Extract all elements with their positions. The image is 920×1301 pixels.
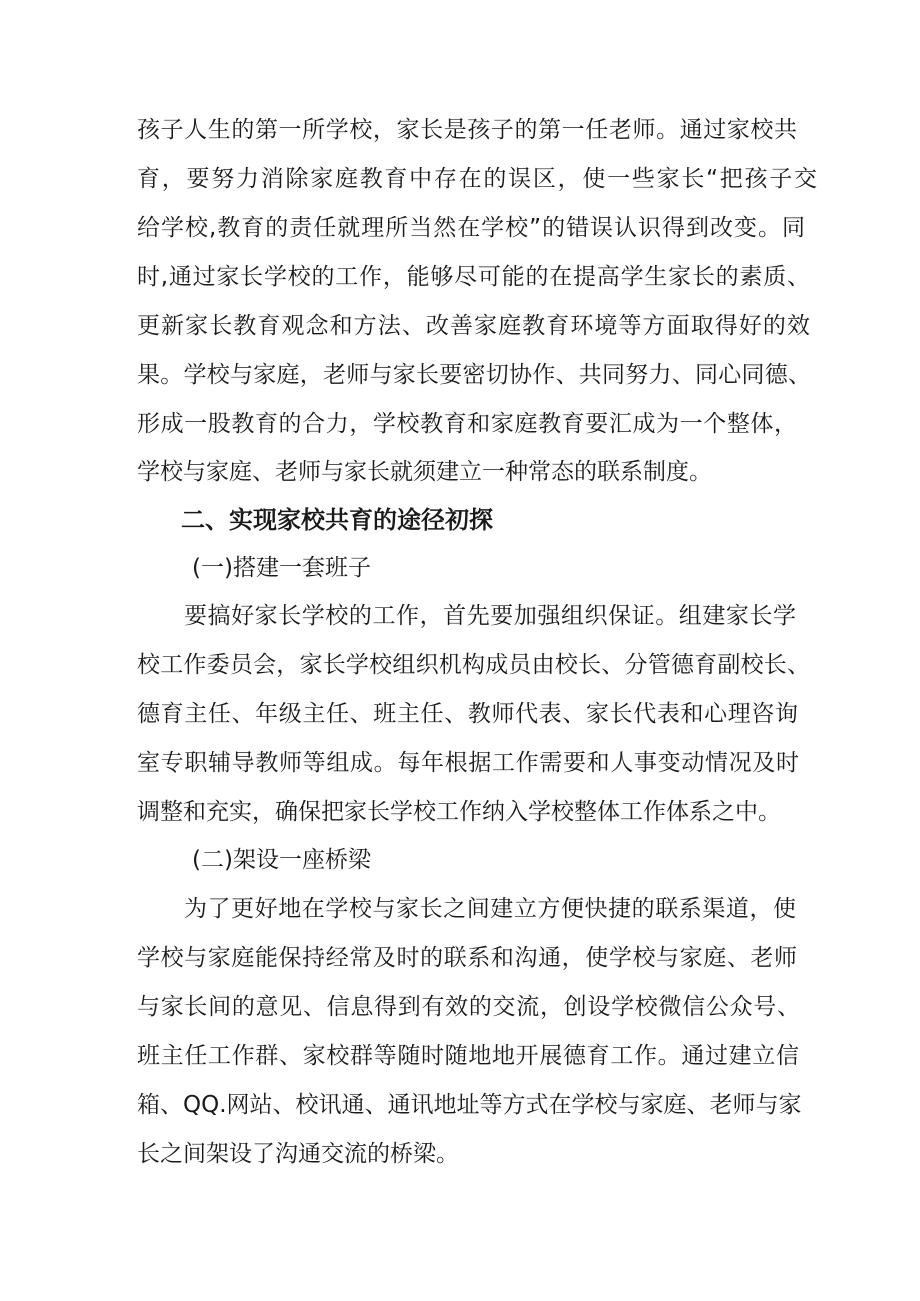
subsection-heading-2: (二)架设一座桥梁: [192, 847, 371, 873]
paragraph-1-line-5: 更新家长教育观念和方法、改善家庭教育环境等方面取得好的效: [137, 313, 810, 339]
paragraph-1-line-6: 果。学校与家庭，老师与家长要密切协作、共同努力、同心同德、: [137, 362, 811, 388]
paragraph-3-line-4: 班主任工作群、家校群等随时随地地开展德育工作。通过建立信: [137, 1043, 799, 1069]
subsection-heading-1: (一)搭建一套班子: [192, 555, 371, 581]
paragraph-1-line-7: 形成一股教育的合力，学校教育和家庭教育要汇成为一个整体，: [137, 411, 797, 437]
paragraph-1-line-2: 育，要努力消除家庭教育中存在的误区，使一些家长“把孩子交: [137, 166, 817, 192]
paragraph-1-line-4: 时,通过家长学校的工作，能够尽可能的在提高学生家长的素质、: [137, 264, 810, 290]
paragraph-2-line-1: 要搞好家长学校的工作，首先要加强组织保证。组建家长学: [184, 603, 796, 629]
paragraph-3-line-5: 箱、QQ.网站、校讯通、通讯地址等方式在学校与家庭、老师与家: [137, 1092, 802, 1118]
paragraph-2-line-2: 校工作委员会，家长学校组织机构成员由校长、分管德育副校长、: [137, 652, 810, 678]
paragraph-1-line-1: 孩子人生的第一所学校，家长是孩子的第一任老师。通过家校共: [137, 117, 797, 143]
paragraph-2-line-3: 德育主任、年级主任、班主任、教师代表、家长代表和心理咨询: [137, 701, 798, 727]
paragraph-1-line-3: 给学校,教育的责任就理所当然在学校”的错误认识得到改变。同: [137, 215, 805, 241]
section-heading: 二、实现家校共育的途径初探: [181, 506, 493, 534]
paragraph-3-line-1: 为了更好地在学校与家长之间建立方便快捷的联系渠道，使: [184, 896, 796, 922]
paragraph-2-line-4: 室专职辅导教师等组成。每年根据工作需要和人事变动情况及时: [137, 750, 799, 776]
paragraph-3-line-2: 学校与家庭能保持经常及时的联系和沟通，使学校与家庭、老师: [137, 945, 797, 971]
paragraph-3-line-6: 长之间架设了沟通交流的桥梁。: [137, 1141, 459, 1167]
paragraph-2-line-5: 调整和充实，确保把家长学校工作纳入学校整体工作体系之中。: [137, 799, 781, 825]
paragraph-1-line-8: 学校与家庭、老师与家长就须建立一种常态的联系制度。: [137, 459, 712, 485]
paragraph-3-line-3: 与家长间的意见、信息得到有效的交流，创设学校微信公众号、: [137, 994, 800, 1020]
